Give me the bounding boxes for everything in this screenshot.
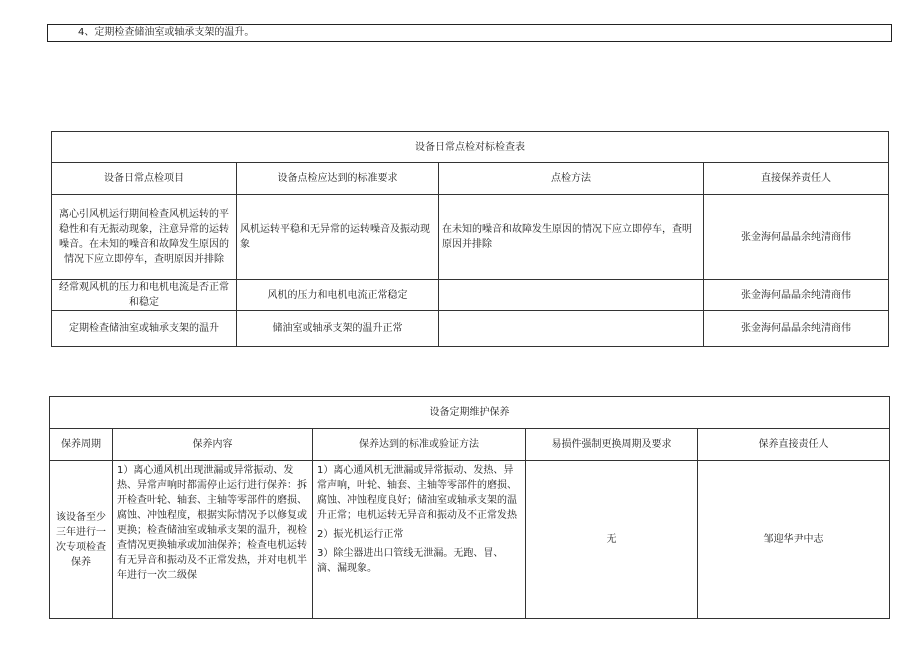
maint-person: 邹迎华尹中志 — [698, 461, 890, 619]
daily-row-standard: 风机运转平稳和无异常的运转噪音及振动现象 — [237, 195, 439, 280]
maint-standard-item: 3）除尘器进出口管线无泄漏。无跑、冒、滴、漏现象。 — [317, 548, 504, 574]
maint-header-period: 保养周期 — [50, 429, 113, 461]
daily-row-person: 张金海何晶晶余纯清商伟 — [704, 311, 889, 347]
daily-row-standard: 风机的压力和电机电流正常稳定 — [237, 280, 439, 311]
table-row — [52, 195, 889, 280]
daily-row-method — [439, 280, 704, 311]
maint-table-title: 设备定期维护保养 — [50, 397, 890, 429]
daily-inspection-table — [51, 131, 889, 347]
daily-row-item: 经常观风机的压力和电机电流是否正常和稳定 — [52, 280, 237, 311]
daily-row-item: 定期检查储油室或轴承支架的温升 — [52, 311, 237, 347]
maint-standard — [313, 461, 526, 619]
daily-table-title: 设备日常点检对标检查表 — [52, 132, 889, 163]
maint-period: 该设备至少三年进行一次专项检查保养 — [50, 461, 113, 619]
maint-header-person: 保养直接责任人 — [698, 429, 890, 461]
maint-header-replace: 易损件强制更换周期及要求 — [526, 429, 698, 461]
daily-row-method: 在未知的噪音和故障发生原因的情况下应立即停车，查明原因并排除 — [439, 195, 704, 280]
daily-header-standard: 设备点检应达到的标准要求 — [237, 163, 439, 195]
daily-header-method: 点检方法 — [439, 163, 704, 195]
table-row — [50, 461, 890, 619]
daily-row-person: 张金海何晶晶余纯清商伟 — [704, 195, 889, 280]
table-row — [52, 311, 889, 347]
maint-header-content: 保养内容 — [113, 429, 313, 461]
maint-content: 1）离心通风机出现泄漏或异常振动、发热、异常声响时都需停止运行进行保养：拆开检查叶轮、轴套、主轴等零部件的磨损、腐蚀、冲蚀程度，根据实际情况予以修复或更换；检查储油室或轴承支架的温升，视检查情况更换轴承或加油保养；检查电机运转有无异音和振动及不正常发热，并对电机半年进行一次二级保 — [113, 461, 313, 619]
daily-header-person: 直接保养责任人 — [704, 163, 889, 195]
periodic-maintenance-table — [49, 396, 890, 619]
maint-header-standard: 保养达到的标准或验证方法 — [313, 429, 526, 461]
daily-header-item: 设备日常点检项目 — [52, 163, 237, 195]
daily-row-method — [439, 311, 704, 347]
top-note: 4、定期检查储油室或轴承支架的温升。 — [47, 24, 892, 42]
maint-standard-item: 2）振光机运行正常 — [317, 529, 404, 540]
daily-row-item: 离心引风机运行期间检查风机运转的平稳性和有无振动现象，注意异常的运转噪音。在未知的噪音和故障发生原因的情况下应立即停车，查明原因并排除 — [52, 195, 237, 280]
daily-row-person: 张金海何晶晶余纯清商伟 — [704, 280, 889, 311]
maint-standard-item: 1）离心通风机无泄漏或异常振动、发热、异常声响，叶轮、轴套、主轴等零部件的磨损、腐蚀、冲蚀程度良好；储油室或轴承支架的温升正常；电机运转无异音和振动及不正常发热 — [317, 465, 517, 521]
table-row — [52, 280, 889, 311]
maint-replace: 无 — [526, 461, 698, 619]
daily-row-standard: 储油室或轴承支架的温升正常 — [237, 311, 439, 347]
